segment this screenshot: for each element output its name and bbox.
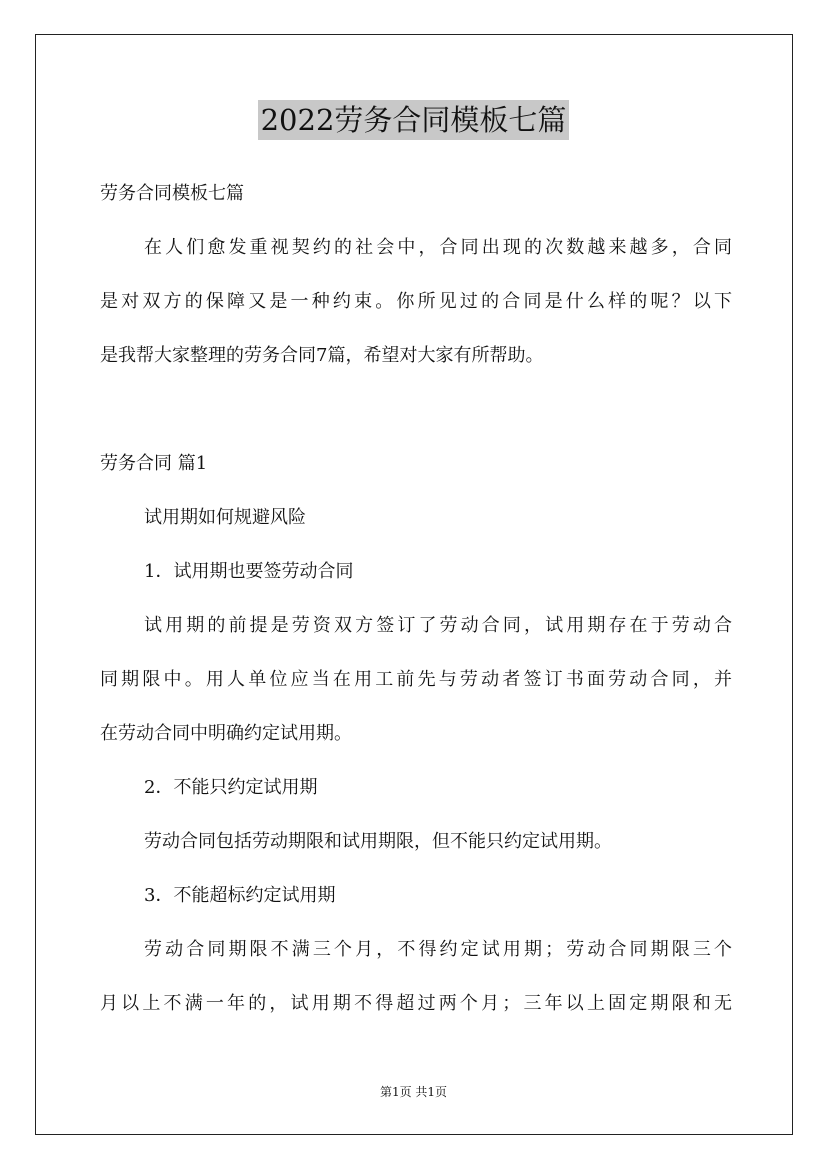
- document-title: [0, 100, 827, 140]
- section-heading: 劳务合同 篇1: [100, 453, 208, 474]
- document-subtitle: 劳务合同模板七篇: [100, 183, 244, 204]
- intro-line-1: 在人们愈发重视契约的社会中，合同出现的次数越来越多，合同: [144, 237, 732, 258]
- point-3-body-line-2: 月以上不满一年的，试用期不得超过两个月；三年以上固定期限和无: [100, 993, 732, 1014]
- risk-title: 试用期如何规避风险: [144, 507, 306, 528]
- point-1-body-line-1: 试用期的前提是劳资双方签订了劳动合同，试用期存在于劳动合: [144, 615, 732, 636]
- point-2-body: 劳动合同包括劳动期限和试用期限，但不能只约定试用期。: [144, 831, 612, 852]
- point-1-body-line-3: 在劳动合同中明确约定试用期。: [100, 723, 352, 744]
- point-3-body-line-1: 劳动合同期限不满三个月，不得约定试用期；劳动合同期限三个: [144, 939, 732, 960]
- point-2-title: 2．不能只约定试用期: [144, 777, 318, 798]
- point-1-body-line-2: 同期限中。用人单位应当在用工前先与劳动者签订书面劳动合同，并: [100, 669, 732, 690]
- page-footer: 第1页 共1页: [379, 1085, 448, 1099]
- point-3-title: 3．不能超标约定试用期: [144, 885, 336, 906]
- intro-line-3: 是我帮大家整理的劳务合同7篇，希望对大家有所帮助。: [100, 345, 544, 366]
- point-1-title: 1．试用期也要签劳动合同: [144, 561, 354, 582]
- document-title-text: 2022劳务合同模板七篇: [258, 100, 570, 140]
- intro-line-2: 是对双方的保障又是一种约束。你所见过的合同是什么样的呢？以下: [100, 291, 732, 312]
